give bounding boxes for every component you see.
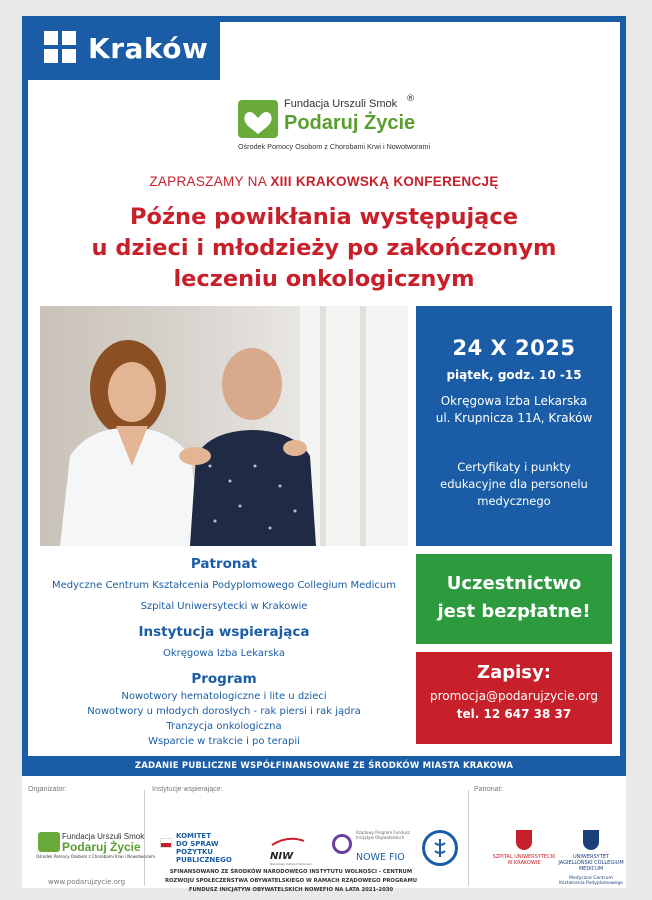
participation-line: jest bezpłatne!: [437, 601, 591, 622]
free-participation-box: [416, 554, 612, 644]
kpp-line: PUBLICZNEGO: [176, 856, 232, 864]
krakow-header-logo: [22, 16, 220, 80]
info-column: [40, 556, 408, 749]
organizer-brand: Podaruj Życie: [62, 840, 141, 854]
lightbulb-icon: [332, 834, 352, 854]
crest-icon: [583, 830, 599, 850]
funding-line: FUNDUSZ INICJATYW OBYWATELSKICH NOWEFIO NA LATA 2021-2030: [188, 887, 394, 893]
niw-subtitle: Narodowy Instytut Wolności: [270, 862, 312, 866]
fio-program-text: Rządowy Program Fundusz Inicjatyw Obywatelskich: [356, 830, 410, 840]
foundation-logo: [236, 96, 436, 160]
supporting-label: Instytucje wspierające:: [152, 786, 223, 793]
title-line: u dzieci i młodzieży po zakończonym: [91, 235, 557, 261]
cm-label: UNIWERSYTET JAGIELLOŃSKI COLLEGIUM MEDICUM: [558, 854, 624, 872]
invitation-prefix: ZAPRASZAMY NA: [149, 174, 267, 189]
invitation-conference: XIII KRAKOWSKĄ KONFERENCJĘ: [270, 174, 499, 189]
niw-logo: [270, 832, 312, 866]
divider: [468, 790, 469, 886]
cm-subtitle: Medyczne Centrum Kształcenia Podyplomowego: [559, 876, 623, 886]
public-task-strip: ZADANIE PUBLICZNE WSPÓŁFINANSOWANE ZE ŚRODKÓW MIASTA KRAKOWA: [28, 756, 620, 776]
event-address: ul. Krupnicza 11A, Kraków: [435, 411, 593, 425]
kpp-line: KOMITET: [176, 832, 211, 840]
foundation-brand: Podaruj Życie: [284, 112, 416, 134]
program-item: Wsparcie w trakcie i po terapii: [148, 736, 300, 747]
oil-seal-icon: [422, 830, 458, 866]
certificates-note: Certyfikaty i punkty edukacyjne dla personelu medycznego: [440, 460, 588, 508]
funding-line: ROZWOJU SPOŁECZEŃSTWA OBYWATELSKIEGO W RAMACH RZĄDOWEGO PROGRAMU: [164, 878, 418, 884]
conference-title: [42, 202, 606, 295]
poster: [22, 16, 626, 893]
right-border: [620, 16, 626, 776]
event-details-box: [416, 306, 612, 546]
program-item: Nowotwory u młodych dorosłych - rak piersi i rak jądra: [87, 706, 361, 717]
supporting-heading: Instytucja wspierająca: [138, 624, 310, 640]
program-item: Nowotwory hematologiczne i lite u dzieci: [121, 691, 327, 702]
doctor-patient-photo: [40, 306, 408, 546]
city-label: Kraków: [88, 31, 209, 65]
supporting-item: Okręgowa Izba Lekarska: [162, 648, 286, 659]
event-venue: Okręgowa Izba Lekarska: [440, 394, 588, 408]
invitation-line: [22, 174, 626, 189]
title-line: Późne powikłania występujące: [130, 204, 518, 230]
event-date: 24 X 2025: [452, 336, 576, 360]
event-time: piątek, godz. 10 -15: [446, 368, 582, 382]
organizer-subtitle: Ośrodek Pomocy Osobom z Chorobami Krwi i Nowotworami: [36, 854, 155, 859]
organizer-label: Organizator:: [28, 786, 67, 793]
footer: [22, 782, 626, 893]
kpp-line: DO SPRAW: [176, 840, 219, 848]
registration-title: Zapisy:: [477, 662, 551, 683]
organizer-logo: [36, 832, 155, 862]
foundation-subtitle: Ośrodek Pomocy Osobom z Chorobami Krwi i Nowotworami: [238, 142, 431, 151]
szpital-logo: [492, 830, 556, 866]
participation-line: Uczestnictwo: [446, 573, 582, 594]
registration-box: [416, 652, 612, 744]
program-heading: Program: [191, 671, 257, 687]
niw-label: NIW: [270, 851, 294, 862]
title-line: leczeniu onkologicznym: [173, 266, 475, 292]
registration-phone[interactable]: tel. 12 647 38 37: [456, 707, 572, 721]
patronage-item: Szpital Uniwersytecki w Krakowie: [140, 601, 308, 612]
szpital-label: SZPITAL UNIWERSYTECKI W KRAKOWIE: [492, 854, 556, 866]
niw-swoosh-icon: [270, 837, 306, 847]
kpp-logo: [176, 832, 248, 864]
registered-mark: ®: [406, 94, 415, 104]
heart-hands-icon: [38, 832, 60, 852]
crest-icon: [516, 830, 532, 850]
fio-label: NOWE FIO: [356, 852, 405, 863]
left-border: [22, 16, 28, 776]
registration-email[interactable]: promocja@podarujzycie.org: [430, 689, 598, 703]
patronage-heading: Patronat: [190, 556, 258, 572]
krakow-grid-icon: [44, 31, 78, 65]
kpp-line: POŻYTKU: [176, 848, 213, 856]
patron-label: Patronat:: [474, 786, 503, 793]
program-item: Tranzycja onkologiczna: [166, 721, 282, 732]
funding-line: SFINANSOWANO ZE ŚRODKÓW NARODOWEGO INSTYTUTU WOLNOŚCI - CENTRUM: [169, 869, 413, 875]
polish-flag-icon: [160, 838, 172, 848]
organizer-name: Fundacja Urszuli Smok: [62, 832, 145, 841]
foundation-name: Fundacja Urszuli Smok: [284, 98, 398, 110]
patronage-item: Medyczne Centrum Kształcenia Podyplomowego Collegium Medicum: [51, 580, 397, 591]
website-link[interactable]: www.podarujzycie.org: [48, 878, 126, 886]
collegium-medicum-logo: [556, 830, 626, 886]
funding-note: [146, 868, 436, 895]
nowe-fio-logo: [332, 830, 412, 864]
